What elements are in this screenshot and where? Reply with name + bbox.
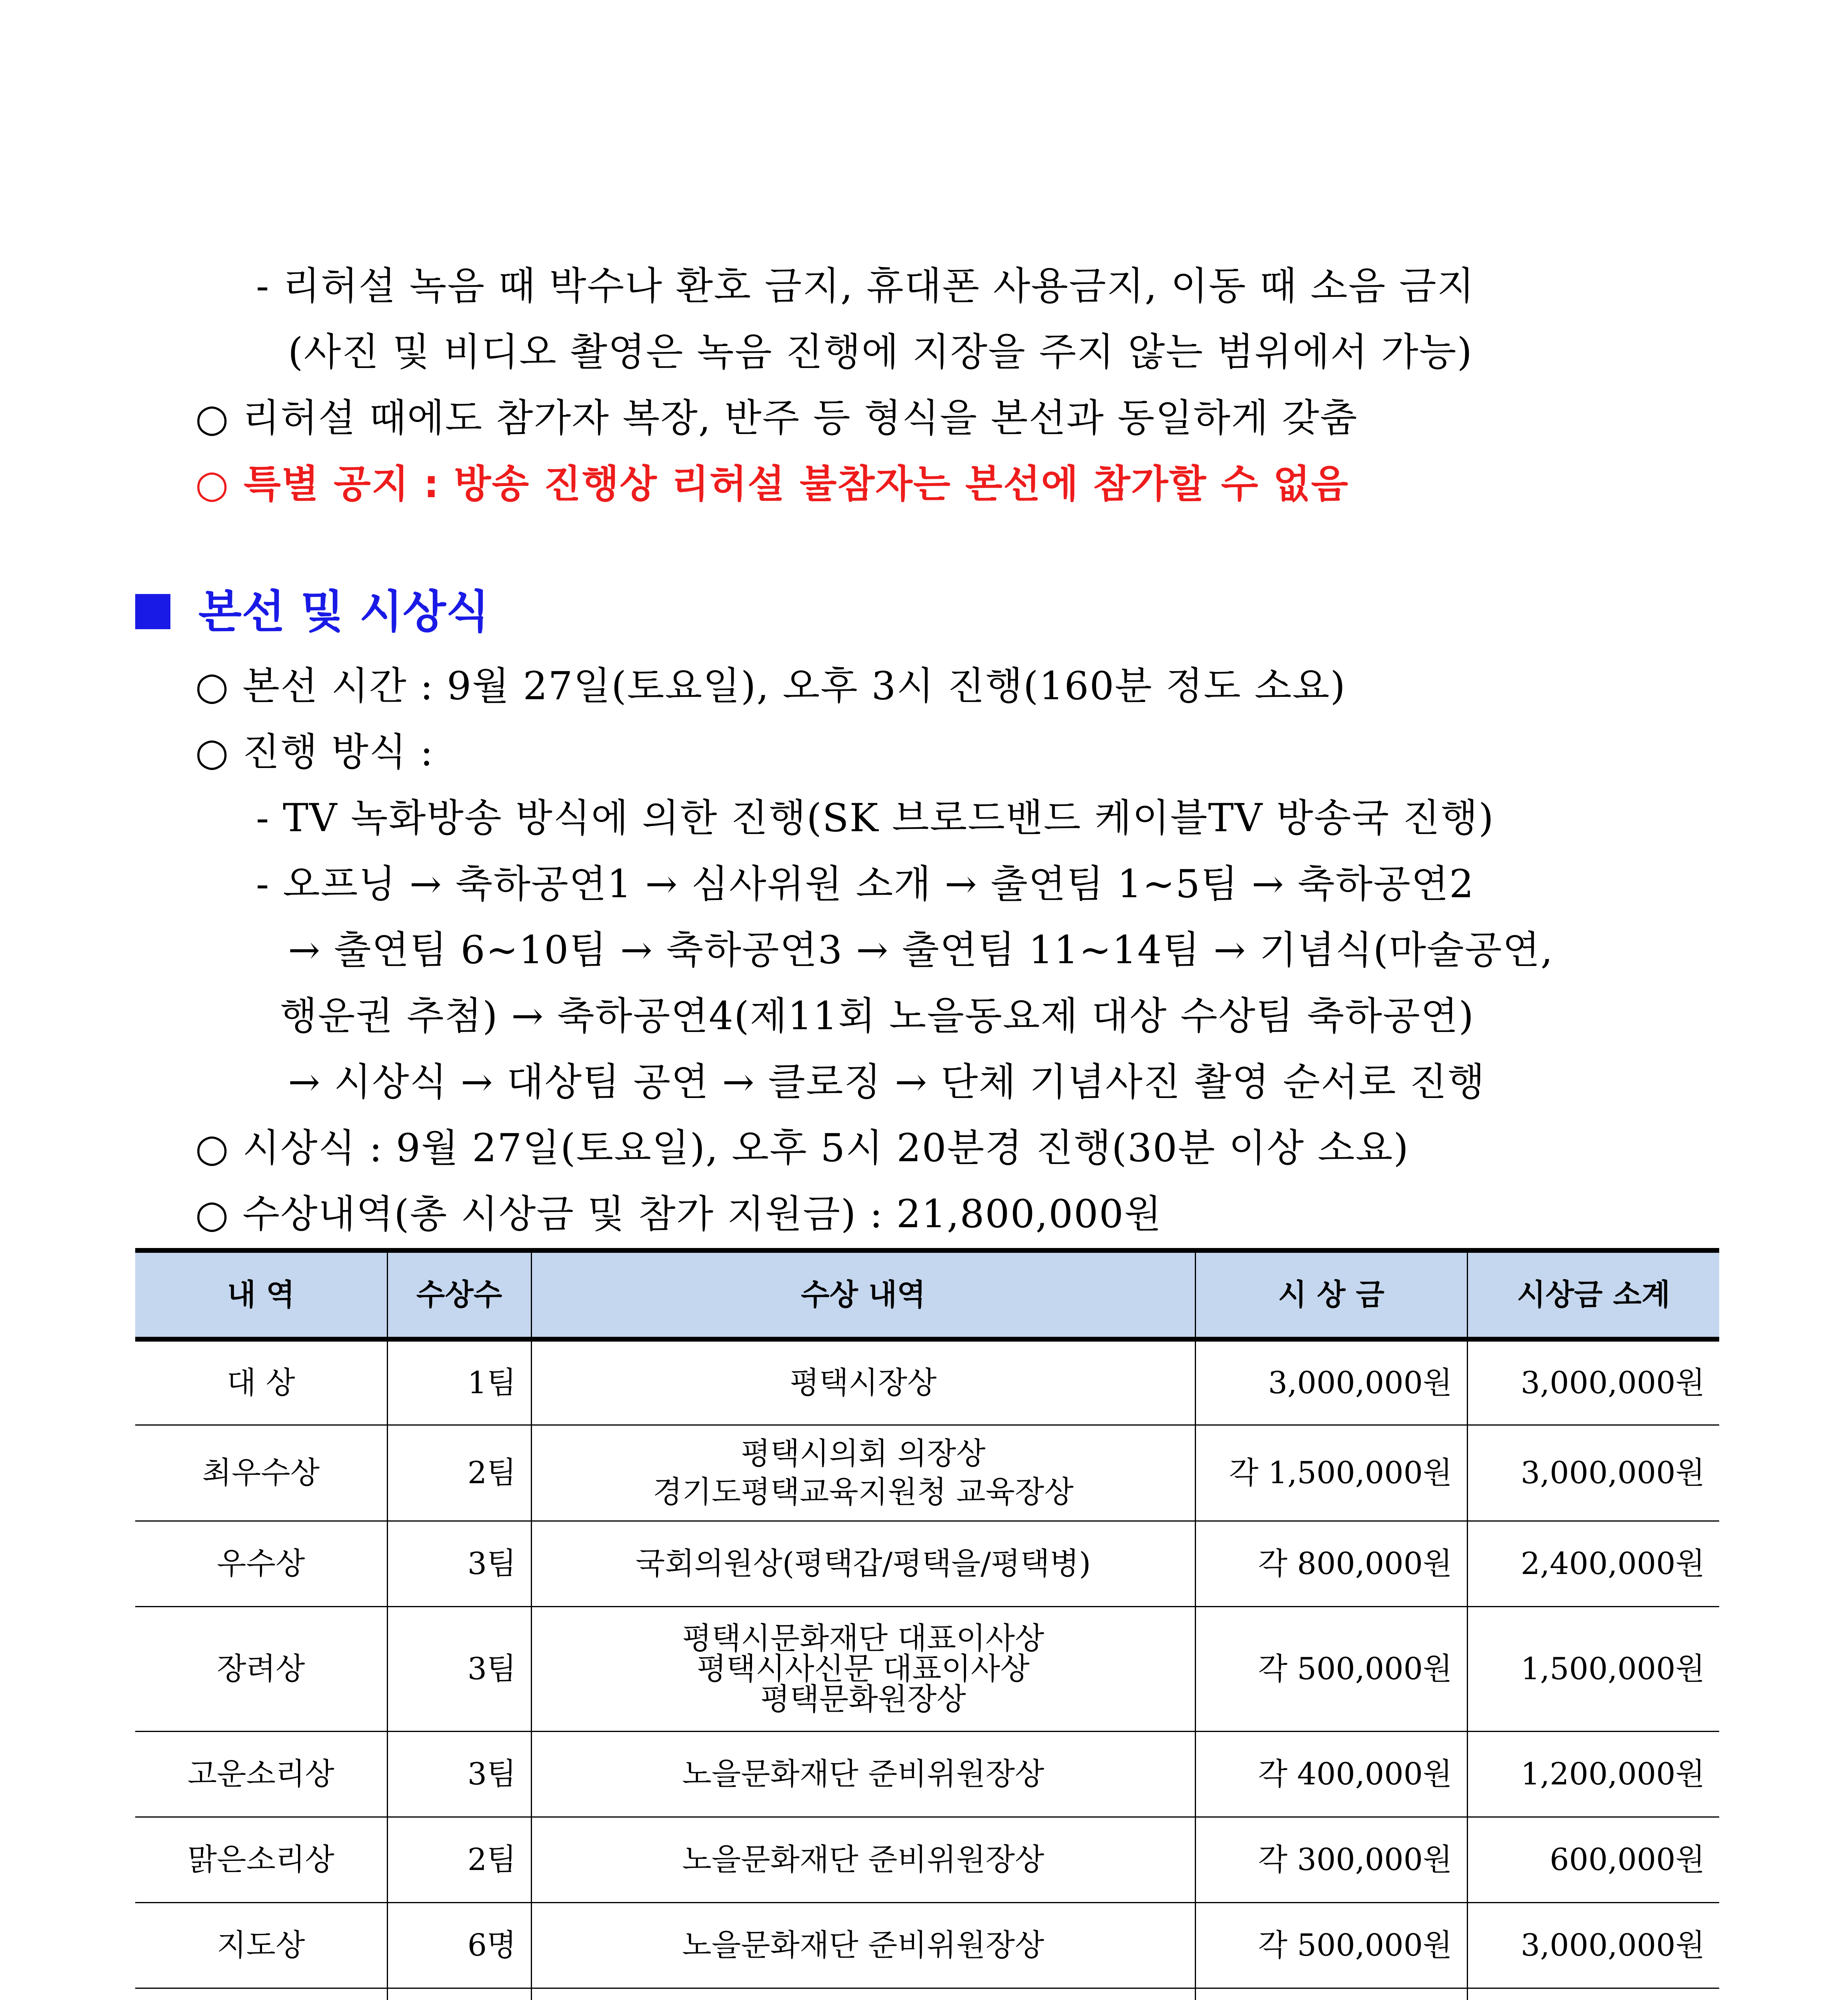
special-notice: ○ 특별 공지 : 방송 진행상 리허설 불참자는 본선에 참가할 수 없음 [195,462,1349,506]
cell-award [531,1339,1195,1425]
award-line: 노을문화재단 준비위원장상 [682,1756,1044,1792]
cell-count: 2팀 [387,1425,531,1521]
cell-award [531,1817,1195,1902]
table-row [135,1425,1719,1521]
cell-subtotal: 600,000원 [1467,1817,1719,1902]
cell-subtotal: 3,000,000원 [1467,1339,1719,1425]
cell-count [387,1988,531,2000]
cell-count: 3팀 [387,1521,531,1606]
section-title: 본선 및 시상식 [198,586,490,638]
square-bullet-icon [135,594,170,629]
program-order-4: → 시상식 → 대상팀 공연 → 클로징 → 단체 기념사진 촬영 순서로 진행 [288,1060,1486,1104]
cell-award [531,1606,1195,1731]
cell-category: 고운소리상 [135,1731,387,1817]
cell-category: 우수상 [135,1521,387,1606]
award-line: 노을문화재단 준비위원장상 [682,1927,1044,1963]
section-heading [135,582,489,642]
header-count: 수상수 [387,1250,531,1339]
table-row [135,1902,1719,1988]
header-prize: 시 상 금 [1195,1250,1467,1339]
cell-count: 3팀 [387,1731,531,1817]
table-header-row [135,1250,1719,1339]
cell-category: 최우수상 [135,1425,387,1521]
final-time: ○ 본선 시간 : 9월 27일(토요일), 오후 3시 진행(160분 정도 소요) [195,664,1346,708]
cell-award [531,1902,1195,1988]
rehearsal-rule-1: - 리허설 녹음 때 박수나 환호 금지, 휴대폰 사용금지, 이동 때 소음 금지 [256,264,1475,308]
header-category: 내 역 [135,1250,387,1339]
cell-subtotal: 1,200,000원 [1467,1731,1719,1817]
cell-prize: 각 400,000원 [1195,1731,1467,1817]
award-line: 노을문화재단 준비위원장상 [682,1842,1044,1877]
cell-subtotal: 3,000,000원 [1467,1425,1719,1521]
cell-award [531,1731,1195,1817]
cell-subtotal: 2,400,000원 [1467,1521,1719,1606]
cell-category [135,1988,387,2000]
cell-subtotal [1467,1988,1719,2000]
cell-prize: 각 800,000원 [1195,1521,1467,1606]
awards-table [135,1248,1719,2000]
cell-category: 대 상 [135,1339,387,1425]
program-order-1: - 오프닝 → 축하공연1 → 심사위원 소개 → 출연팀 1~5팀 → 축하공연2 [256,862,1475,906]
table-row [135,1339,1719,1425]
program-order-2: → 출연팀 6~10팀 → 축하공연3 → 출연팀 11~14팀 → 기념식(마술공연, [288,928,1554,972]
rehearsal-rule-3: ○ 리허설 때에도 참가자 복장, 반주 등 형식을 본선과 동일하게 갖춤 [195,396,1358,440]
prize-total-summary: ○ 수상내역(총 시상금 및 참가 지원금) : 21,800,000원 [195,1192,1162,1236]
cell-prize: 3,000,000원 [1195,1339,1467,1425]
cell-subtotal: 3,000,000원 [1467,1902,1719,1988]
cell-award [531,1425,1195,1521]
cell-category: 지도상 [135,1902,387,1988]
cell-count: 1팀 [387,1339,531,1425]
cell-prize: 각 500,000원 [1195,1902,1467,1988]
header-subtotal: 시상금 소계 [1467,1250,1719,1339]
table-row [135,1988,1719,2000]
cell-prize: 각 1,500,000원 [1195,1425,1467,1521]
cell-award [531,1521,1195,1606]
rehearsal-rule-2: (사진 및 비디오 촬영은 녹음 진행에 지장을 주지 않는 범위에서 가능) [288,330,1473,374]
cell-subtotal: 1,500,000원 [1467,1606,1719,1731]
cell-category: 맑은소리상 [135,1817,387,1902]
award-line: 평택문화원장상 [760,1681,966,1717]
award-line: 평택시장상 [790,1365,937,1401]
program-order-3: 행운권 추첨) → 축하공연4(제11회 노을동요제 대상 수상팀 축하공연) [280,994,1475,1038]
cell-prize: 각 300,000원 [1195,1817,1467,1902]
cell-prize [1195,1988,1467,2000]
award-line: 국회의원상(평택갑/평택을/평택병) [635,1546,1091,1581]
broadcast-info: - TV 녹화방송 방식에 의한 진행(SK 브로드밴드 케이블TV 방송국 진행) [256,796,1494,840]
table-row [135,1731,1719,1817]
award-line: 경기도평택교육지원청 교육장상 [653,1474,1074,1510]
cell-award [531,1988,1195,2000]
ceremony-time: ○ 시상식 : 9월 27일(토요일), 오후 5시 20분경 진행(30분 이상 소요) [195,1126,1409,1170]
cell-count: 3팀 [387,1606,531,1731]
award-line: 평택시사신문 대표이사상 [697,1651,1030,1686]
award-line: 평택시의회 의장상 [741,1436,986,1471]
cell-count: 2팀 [387,1817,531,1902]
header-award: 수상 내역 [531,1250,1195,1339]
progress-method: ○ 진행 방식 : [195,730,434,774]
cell-prize: 각 500,000원 [1195,1606,1467,1731]
cell-category: 장려상 [135,1606,387,1731]
table-row [135,1521,1719,1606]
table-row [135,1817,1719,1902]
table-row [135,1606,1719,1731]
cell-count: 6명 [387,1902,531,1988]
award-line: 평택시문화재단 대표이사상 [682,1620,1044,1656]
